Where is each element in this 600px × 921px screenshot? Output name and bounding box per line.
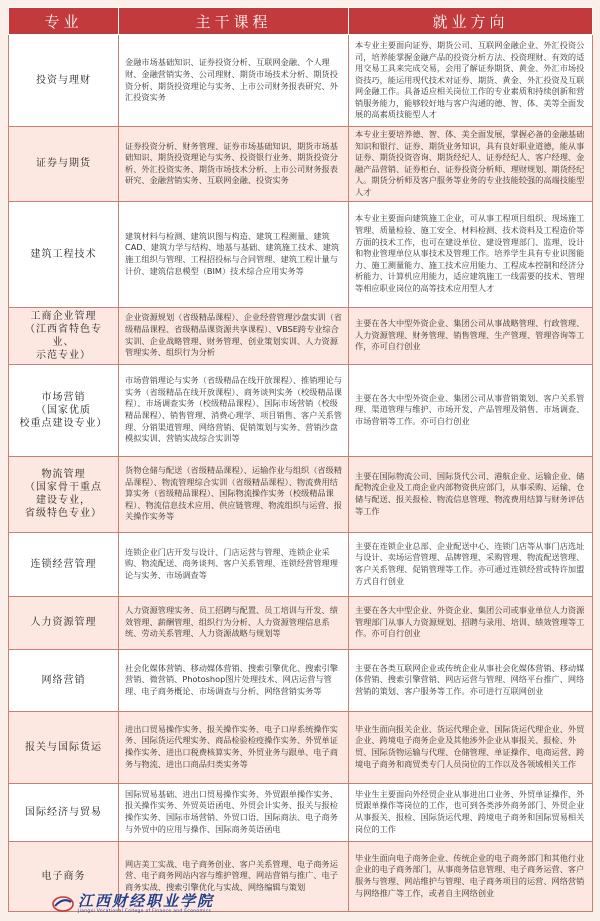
major-name-line: 示范专业） <box>36 349 91 361</box>
major-name-line: （国家优质 <box>36 404 91 416</box>
table-row <box>9 364 593 456</box>
major-name <box>9 711 119 783</box>
header-major: 专业 <box>9 8 119 35</box>
main-courses: 市场营销理论与实务（省级精品在线开放课程）、推销理论与实务（省级精品在线开放课程）、商务谈判实务（校级精品课程）、市场调查实务（校级精品课程）、国际市场营销（校级精品课程）、销售管理、消费心理学、项目销售、客户关系管理、分销渠道管理、网络营销、促销策划与实务、营销沙盘模拟实训、营销实战综合实训等 <box>119 364 349 456</box>
major-name-line: 工商企业管理 <box>30 310 97 322</box>
major-name <box>9 596 119 649</box>
header-courses: 主干课程 <box>119 8 349 35</box>
major-name-line: 省级特色专业） <box>25 508 102 520</box>
table-row <box>9 35 593 127</box>
main-courses: 国际贸易基础、进出口贸易操作实务、外贸跟单操作实务、报关操作实务、外贸英语函电、外贸会计实务、报关与报检操作实务、国际市场营销、外贸口语、国际商法、电子商务与外贸中的应用与操作、国际商务英语函电 <box>119 783 349 841</box>
main-courses: 货物仓储与配送（省级精品课程）、运输作业与组织（省级精品课程）、物流管理综合实训（省级精品课程）、物流费用结算实务（省级精品课程）、国际物流操作实务（校级精品课程）、物流信息技术应用、供应链管理、物流组织与运营、报关操作实务等 <box>119 456 349 532</box>
career-direction: 本专业主要面向建筑施工企业，可从事工程项目组织、现场施工管理、质量检验、施工安全、材料检测、技术资料及工程造价等方面的技术工作，也可在建设单位、建设管理部门、监理、设计和物业管理单位从事技术及管理工作。培养学生具有专业识图能力、施工测量能力、施工技术应用能力、工程成本控制和经济分析能力、计算机应用能力，适应建筑施工一线需要的技术、管理等相应职业岗位的高等技术应用型人才 <box>349 201 593 307</box>
table-row <box>9 783 593 841</box>
major-name <box>9 307 119 364</box>
career-direction: 主要在国际物流公司、国际货代公司、港航企业、运输企业、储配物流企业及工商企业内部物资供应部门，从事采购、运输、仓储与配送、报关报检、物流信息管理、物流费用结算与财务评估等工作 <box>349 456 593 532</box>
main-courses: 人力资源管理实务、员工招聘与配置、员工培训与开发、绩效管理、薪酬管理、组织行为分析、人力资源管理信息系统、劳动关系管理、人力资源战略与规划等 <box>119 596 349 649</box>
major-name-line: 校重点建设专业） <box>19 417 108 429</box>
career-direction: 主要在各大中型外资企业、集团公司从事战略管理、行政管理、人力资源管理、财务管理、销售管理、生产管理、管理咨询等工作，亦可自行创业 <box>349 307 593 364</box>
major-name <box>9 35 119 127</box>
major-name <box>9 532 119 596</box>
main-courses: 金融市场基础知识、证券投资分析、互联网金融、个人理财、金融营销实务、公司理财、期货市场技术分析、期货投资分析、期货投资理论与实务、上市公司财务报表研究、外汇投资实务 <box>119 35 349 127</box>
college-emblem-icon <box>52 895 74 913</box>
major-name-line: （国家骨干重点 <box>25 482 102 494</box>
major-name-line: 建设专业， <box>36 495 91 507</box>
table-row <box>9 456 593 532</box>
header-jobs: 就业方向 <box>349 8 593 35</box>
major-name <box>9 649 119 711</box>
major-name-line: 市场营销 <box>41 391 86 403</box>
career-direction: 主要在各类互联网企业或传统企业从事社会化媒体营销、移动媒体营销、搜索引擎营销、网店运营与管理、网络平台推广、网络营销的策划、客户服务等工作。亦可进行互联网创业 <box>349 649 593 711</box>
table-row <box>9 307 593 364</box>
table-row <box>9 711 593 783</box>
major-name <box>9 127 119 202</box>
major-name-line: 人力资源管理 <box>30 617 97 629</box>
majors-table <box>8 7 593 912</box>
career-direction: 主要在各大中型外资企业、集团公司从事营销策划、客户关系管理、渠道管理与维护、市场开发、产品管理及销售、市场调查、市场营销等工作。亦可自行创业 <box>349 364 593 456</box>
table-row <box>9 201 593 307</box>
major-name-line: 投资与理财 <box>36 75 91 86</box>
major-name-line: 报关与国际货运 <box>25 741 102 753</box>
career-direction: 主要在各大中型企业、外资企业、集团公司或事业单位人力资源管理部门从事人力资源规划、招聘与录用、培训、绩效管理等工作。亦可自行创业 <box>349 596 593 649</box>
main-courses: 连锁企业门店开发与设计、门店运营与管理、连锁企业采购、物流配送、商务谈判、客户关系管理、连锁经营管理理论与实务、市场调查等 <box>119 532 349 596</box>
table-body <box>9 35 593 912</box>
college-name-cn: 江西财经职业学院 <box>78 891 215 910</box>
career-direction: 本专业主要面向证券、期货公司、互联网金融企业、外汇投资公司，培养能掌握金融产品的投资分析方法、投资理财、有效的适用交易工具来完成交易，会用了解证券期货、黄金、外汇市场投资技巧，能运用现代技术对证券、期货、黄金、外汇投资及互联网金融工作。具备适应相关岗位工作的专业素质和持续创新和营销服务能力，能够较好地与客户沟通的德、智、体、美等全面发展的高素质技能型人才 <box>349 35 593 127</box>
main-courses: 社会化媒体营销、移动媒体营销、搜索引擎优化、搜索引擎营销、微营销、Photoshop图片处理技术、网店运营与管理、电子商务概论、市场调查与分析、网络营销实务等 <box>119 649 349 711</box>
table-row <box>9 127 593 202</box>
main-courses: 企业资源规划（省级精品课程）、企业经营管理沙盘实训（省级精品课程、省级精品课资源共享课程）、VBSE跨专业综合实训、企业战略管理、财务管理、创业策划实训、人力资源管理实务、组织行为分析 <box>119 307 349 364</box>
college-logo <box>52 892 214 916</box>
table-row <box>9 532 593 596</box>
major-name <box>9 456 119 532</box>
table-row <box>9 649 593 711</box>
major-name <box>9 201 119 307</box>
career-direction: 毕业生面向电子商务企业、传统企业的电子商务部门和其他行业企业的电子商务部门，从事商务信息管理、电子商务运营、客户服务与管理、网站维护与管理、电子商务项目的运营、网络营销与网络推广等工作，或者自主网络创业 <box>349 841 593 911</box>
main-courses: 建筑材料与检测、建筑识图与构造、建筑工程测量、建筑CAD、建筑力学与结构、地基与基础、建筑施工技术、建筑施工组织与管理、工程招投标与合同管理、建筑工程计量与计价、建筑信息模型（BIM）技术综合应用实务等 <box>119 201 349 307</box>
career-direction: 毕业生主要面向外经贸企业从事进出口业务、外贸单证操作、外贸跟单操作等岗位的工作，也可到各类涉外商务部门、外贸企业从事报关、报检、国际货运代理、跨境电子商务和国际贸易相关岗位的工作 <box>349 783 593 841</box>
table-header-row <box>9 8 593 35</box>
main-courses: 证券投资分析、财务管理、证券市场基础知识、期货市场基础知识、期货投资理论与实务、投资银行业务、期货投资分析、外汇投资实务、期货市场技术分析、上市公司财务报表研究、金融营销实务、互联网金融、投资实务 <box>119 127 349 202</box>
career-direction: 本专业主要培养德、智、体、美全面发展，掌握必备的金融基础知识和银行、证券、期货业务知识，具有良好职业道德，能从事证券、期货投资咨询、期货经纪人、证券经纪人、客户经理、金融产品营销、证券柜台、证券投资分析师、理财规划、期货经纪人。期货分析师及客户服务等业务的专业技能较强的高端技能型人才 <box>349 127 593 202</box>
career-direction: 毕业生面向报关企业、货运代理企业、国际货运代理企业、外贸企业、跨境电子商务企业及其他涉外企业从事报关、报检、外贸、国际货物运输与代理、仓储管理、单证操作、电商运营、跨境电子商务和商贸类专门人员岗位的工作以及各领域相关工作 <box>349 711 593 783</box>
main-courses: 网店美工实战、电子商务创业、客户关系管理、电子商务运营、电子商务网站内容与维护管理、网站营销与推广、电子商务实战、搜索引擎优化与实战、网络编辑与策划 <box>119 841 349 911</box>
major-name-line: 物流管理 <box>41 469 86 481</box>
main-courses: 进出口贸易操作实务、报关操作实务、电子口岸系统操作实务、国际货运代理实务、商品检验检疫操作实务、外贸单证操作实务、进出口税费核算实务、外贸业务与跟单、电子商务与物流、进出口商品归类实务等 <box>119 711 349 783</box>
college-name-en: Jiangxi Vocational College of Finance and Economics <box>78 908 212 914</box>
major-name-line: 证券与期货 <box>36 158 91 170</box>
major-name-line: 连锁经营管理 <box>30 558 97 570</box>
major-name-line: 建筑工程技术 <box>30 248 97 260</box>
major-name-line: （江西省特色专业、 <box>25 323 102 348</box>
career-direction: 主要在连锁企业总部、企业配送中心、连锁门店等从事门店选址与设计、卖场运营管理、品牌管理、采购管理、物流配送管理、客户关系管理、促销管理等工作。亦可通过连锁经营或特许加盟方式自行创业 <box>349 532 593 596</box>
table-row <box>9 596 593 649</box>
major-name <box>9 364 119 456</box>
major-name-line: 电子商务 <box>41 870 86 882</box>
major-name <box>9 783 119 841</box>
major-name-line: 国际经济与贸易 <box>25 806 102 818</box>
major-name-line: 网络营销 <box>41 674 86 686</box>
